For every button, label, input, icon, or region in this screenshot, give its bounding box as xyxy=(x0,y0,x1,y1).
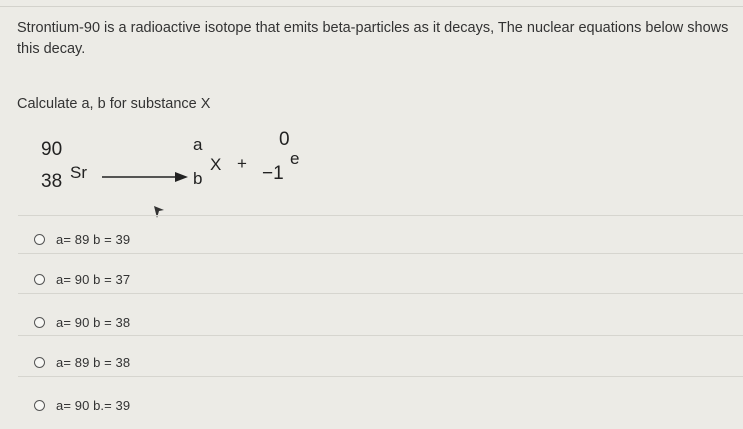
option-3[interactable] xyxy=(34,312,130,332)
reaction-arrow-icon xyxy=(102,171,188,183)
product-atomic-number: b xyxy=(193,169,203,188)
product-mass-number: a xyxy=(193,135,203,154)
option-label: a= 89 b = 38 xyxy=(56,354,131,370)
option-label: a= 89 b = 39 xyxy=(56,231,131,247)
radio-circle-icon[interactable] xyxy=(34,400,45,411)
option-4[interactable] xyxy=(34,352,130,372)
option-5[interactable] xyxy=(34,395,130,415)
nuclear-equation xyxy=(0,0,743,200)
particle-symbol: e xyxy=(290,149,300,168)
mouse-cursor-icon xyxy=(153,205,165,219)
divider xyxy=(18,253,743,254)
option-label: a= 90 b = 38 xyxy=(56,314,131,330)
product-symbol: X xyxy=(210,155,222,174)
plus-sign: + xyxy=(237,154,247,173)
radio-circle-icon[interactable] xyxy=(34,274,45,285)
reactant-mass-number: 90 xyxy=(41,139,63,160)
divider xyxy=(18,376,743,377)
divider xyxy=(18,335,743,336)
question-text: Strontium-90 is a radioactive isotope that emits beta-particles as it decays, The nuclear equations below shows this decay. xyxy=(17,20,729,57)
question-prompt: Calculate a, b for substance X xyxy=(17,96,211,112)
divider xyxy=(18,293,743,294)
radio-circle-icon[interactable] xyxy=(34,234,45,245)
option-2[interactable] xyxy=(34,269,130,289)
option-label: a= 90 b = 37 xyxy=(56,271,131,287)
radio-circle-icon[interactable] xyxy=(34,357,45,368)
particle-mass-number: 0 xyxy=(279,129,290,150)
option-1[interactable] xyxy=(34,229,130,249)
reactant-atomic-number: 38 xyxy=(41,171,63,192)
radio-circle-icon[interactable] xyxy=(34,317,45,328)
reactant-symbol: Sr xyxy=(70,163,87,182)
particle-charge-number: −1 xyxy=(262,163,284,184)
option-label: a= 90 b.= 39 xyxy=(56,397,131,413)
divider xyxy=(18,215,743,216)
